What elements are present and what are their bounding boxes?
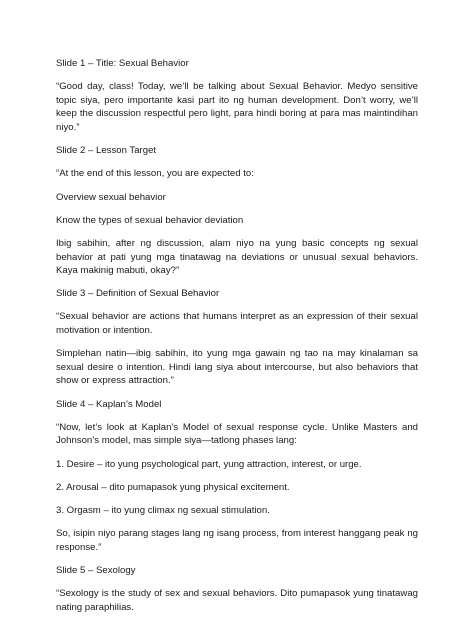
slide-4-heading: Slide 4 – Kaplan’s Model bbox=[56, 398, 162, 410]
slide-3-explanation-paragraph: Simplehan natin—ibig sabihin, ito yung mga gawain ng tao na may kinalaman sa sexual desire o intention. Hindi lang siya about intercourse, but also behaviors that show or express attraction.” bbox=[56, 348, 418, 387]
slide-4-phase-desire: 1. Desire – ito yung psychological part, yung attraction, interest, or urge. bbox=[56, 458, 362, 470]
slide-3-definition-paragraph: “Sexual behavior are actions that humans interpret as an expression of their sexual motivation or intention. bbox=[56, 311, 418, 337]
slide-4-phase-orgasm: 3. Orgasm – ito yung climax ng sexual stimulation. bbox=[56, 504, 270, 516]
slide-4-phase-arousal: 2. Arousal – dito pumapasok yung physical excitement. bbox=[56, 481, 290, 493]
slide-4-intro-paragraph: “Now, let’s look at Kaplan’s Model of sexual response cycle. Unlike Masters and Johnson’s model, mas simple siya—tatlong phases lang: bbox=[56, 421, 418, 447]
slide-2-target-2: Know the types of sexual behavior deviation bbox=[56, 214, 244, 226]
slide-2-target-1: Overview sexual behavior bbox=[56, 191, 166, 203]
slide-2-lead-paragraph: “At the end of this lesson, you are expected to: bbox=[56, 168, 254, 180]
slide-5-definition-paragraph: “Sexology is the study of sex and sexual behaviors. Dito pumapasok yung tinatawag nating paraphilias. bbox=[56, 588, 418, 613]
slide-4-summary-paragraph: So, isipin niyo parang stages lang ng isang process, from interest hanggang peak ng response.” bbox=[56, 528, 418, 553]
slide-2-heading: Slide 2 – Lesson Target bbox=[56, 145, 157, 157]
document-body bbox=[56, 57, 418, 624]
slide-3-heading: Slide 3 – Definition of Sexual Behavior bbox=[56, 288, 220, 300]
slide-2-explanation-paragraph: Ibig sabihin, after ng discussion, alam niyo na yung basic concepts ng sexual behavior at pati yung mga tinatawag na deviations or unusual sexual behaviors. Kaya makinig mabuti, okay?” bbox=[56, 237, 418, 277]
slide-1-intro-paragraph: “Good day, class! Today, we’ll be talking about Sexual Behavior. Medyo sensitive topic siya, pero importante kasi part ito ng human development. Don’t worry, we’ll keep the discussion respectful pero light, para hindi boring at para mas maintindihan niyo.” bbox=[56, 81, 418, 133]
slide-5-heading: Slide 5 – Sexology bbox=[56, 564, 136, 576]
slide-1-heading: Slide 1 – Title: Sexual Behavior bbox=[56, 58, 189, 69]
